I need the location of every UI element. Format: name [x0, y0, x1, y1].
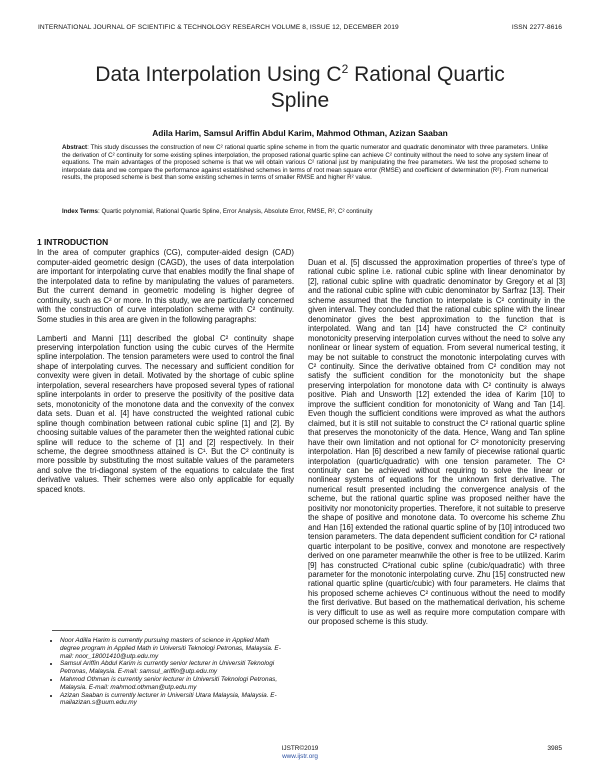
footnote-item: • Mahmod Othman is currently senior lecturer in Universiti Teknologi Petronas, Malaysia. E-mail: mahmod.othman@utp.edu.my — [60, 676, 290, 692]
running-header — [38, 24, 562, 31]
abstract-text: : This study discusses the construction of new C² rational quartic spline scheme in from the quartic numerator and quadratic denominator with three parameters. Unlike the derivation of C² continuity for some existing splines interpolation, the proposed rational quartic spline can achieve C² continuity without the need to solve any system linear of equations. The main advantages of the proposed scheme is that we will obtain various C² rational just by manipulating the free parameters. We test the proposed scheme to interpolate data and we compare the performance against established schemes in terms of root mean square error (RMSE) and coefficient of determination (R²). From numerical results, the proposed scheme is best than some existing schemes in terms of smaller RMSE and higher R² value. — [62, 144, 548, 182]
index-terms-label: Index Terms — [62, 208, 98, 215]
index-terms — [62, 208, 548, 216]
footer-url-link[interactable]: www.ijstr.org — [282, 753, 318, 760]
paper-title: Data Interpolation Using $C^2$ Rational Quartic Spline — [95, 62, 505, 112]
section-heading: 1 INTRODUCTION — [37, 237, 109, 247]
page-number: 3985 — [547, 745, 562, 752]
issn: ISSN 2277-8616 — [511, 24, 562, 31]
right-column — [308, 258, 565, 627]
footnote-item: • Samsul Ariffin Abdul Karim is currently senior lecturer in Universiti Teknologi Petronas, Malaysia. E-mail: samsul_ariffin@utp.edu.my — [60, 660, 290, 676]
paragraph: Duan et al. [5] discussed the approximation properties of three’s type of rational cubic spline i.e. rational cubic spline with linear denominator by [2], rational cubic spline with quadratic denominator by Gregory et al [3] and the rational cubic spline with cubic denominator by Sarfraz [13]. Their scheme assumed that the function to interpolate is C² continuity in the given interval. They concluded that the rational cubic spline with the linear denominator gives the best approximation to the function that is interpolated. Wang and tan [14] have constructed the C² continuity monotonicity preserving interpolation curves without the need to solve any nonlinear or linear system of equation. From several numerical testing, it may be not suitable to construct the monotonic interpolating curves with C² continuity. Since the derivative obtained from C² condition may not satisfy the sufficient condition for the monotonicity but the shape preserving interpolation for monotone data with C² continuity is always positive. Piah and Unsworth [12] extended the idea of Karim [10] to improve the sufficient condition for monotonicity of Wang and Tan [14]. Even though the sufficient conditions were improved as what the authors claimed, but it is still not suitable to construct the C² rational quartic spline that preserves the monotonicity of the data. Hence, Wang and Tan spline have their own limitation and not optional for C² monotonicity preserving interpolation. Han [6] described a new family of piecewise rational quartic interpolation (quartic/quadratic) with one tension parameter. The C² continuity can be achieved without requiring to solve the linear or nonlinear systems of equations for the unknown first derivative. The numerical result presented including the convergence analysis of the scheme, but the rational quartic spline was proposed neither have the positivity nor monotonicity properties. Therefore, it not suitable to preserve the shape of positive and monotone data. To overcome his scheme Zhu and Han [16] extended the rational quartic spline of by [10] introduced two tension parameters. The data dependent sufficient condition for C² rational quartic interpolant to be positive, convex and monotone are respectively derived on one parameter meanwhile the other is free to be utilized. Karim [9] has constructed C²rational cubic spline (cubic/quadratic) with three parameter for the monotonic interpolating curve. Zhu [15] constructed new rational quartic spline (quartic/cubic) with four parameters. He claims that his proposed scheme achieves C² continuous without the need to modify the first derivative. But based on the mathematical derivation, his scheme is very difficult to use as well as require more computation compare with our proposed scheme is this study. — [308, 258, 565, 627]
left-column — [37, 238, 294, 494]
journal-name: INTERNATIONAL JOURNAL OF SCIENTIFIC & TECHNOLOGY RESEARCH VOLUME 8, ISSUE 12, DECEMBER 2019 — [38, 24, 399, 31]
index-terms-text: : Quartic polynomial, Rational Quartic Spline, Error Analysis, Absolute Error, RMSE, R², C² continuity — [98, 208, 373, 215]
author-list: Adila Harim, Samsul Ariffin Abdul Karim, Mahmod Othman, Azizan Saaban — [152, 128, 448, 138]
footnote-item: • Azizan Saaban is currently lecturer in Universiti Utara Malaysia, Malaysia. E-mailazizan.s@uum.edu.my — [60, 692, 290, 708]
abstract-label: Abstract — [62, 144, 88, 151]
footnote-item: • Noor Adilla Harim is currently pursuing masters of science in Applied Math degree program in Applied Math in Universiti Teknologi Petronas, Malaysia. E-mail: noor_18001410@utp.edu.my — [60, 637, 290, 660]
author-footnotes — [52, 637, 290, 707]
paragraph: Lamberti and Manni [11] described the global C² continuity shape preserving interpolation function using the cubic curves of the Hermite spline interpolation. The tension parameters were used to control the final shape of interpolating curves. The necessary and sufficient condition for convexity were given in detail. Motivated by the shortage of cubic spline interpolation, several researchers have proposed several types of rational spline interpolants in order to preserve the positivity of the positive data sets, monotonicity of the monotone data and the convexity of the convex data sets. Duan et al. [4] have constructed the weighted rational cubic spline though combination between rational cubic spline [1] and [2]. By choosing suitable values of the parameter then the weighted rational cubic spline will reduce to the scheme of [1] and [2] respectively. In their scheme, the degree smoothness attained is C¹. But the C² continuity is more possible by substituting the most suitable values of the parameters and solve the tri-diagonal system of the equations to calculate the first derivative values. Their schemes were also only applicable for equally spaced knots. — [37, 333, 294, 494]
page-footer — [0, 745, 600, 761]
footer-org: IJSTR©2019 — [281, 745, 319, 752]
paragraph: In the area of computer graphics (CG), computer-aided design (CAD) computer-aided geometric design (CAGD), the uses of data interpolation are important for interpolating curve that enables modify the final shape of the interpolated data to refine by manipulating the values of parameters. But the current demand in geometric modeling is higher degree of continuity, such as C² or more. In this study, we are particularly concerned with the construction of curve interpolation scheme with C² continuity. Some studies in this area are given in the following paragraphs: — [37, 248, 294, 324]
abstract — [62, 144, 548, 182]
footnote-rule — [52, 630, 142, 631]
